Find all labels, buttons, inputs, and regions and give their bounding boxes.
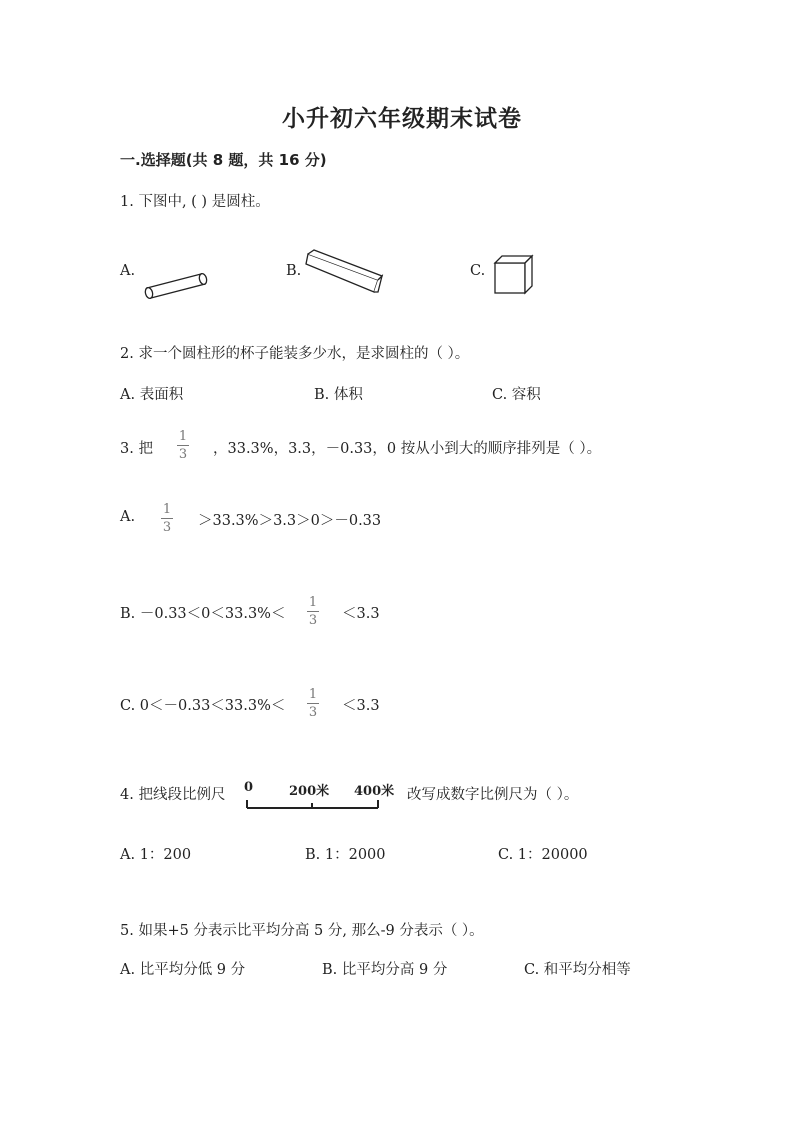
q3-option-a-label: A.	[120, 509, 136, 525]
question-3-suffix: ，33.3%，3.3，－0.33，0 按从小到大的顺序排列是（ ）。	[213, 441, 602, 457]
question-4-suffix: 改写成数字比例尺为（ ）。	[407, 787, 579, 803]
fraction-one-third: 1 3	[308, 595, 318, 628]
fraction-one-third: 1 3	[308, 687, 318, 720]
question-5: 5. 如果+5 分表示比平均分高 5 分, 那么-9 分表示（ ）。	[120, 923, 484, 939]
fraction-one-third: 1 3	[162, 502, 172, 535]
q5-option-b: B. 比平均分高 9 分	[322, 962, 448, 978]
q2-option-b: B. 体积	[314, 387, 363, 403]
q1-option-c-label: C.	[470, 263, 486, 279]
fraction-one-third: 1 3	[178, 429, 188, 462]
section-heading: 一.选择题(共 8 题，共 16 分)	[120, 151, 327, 169]
q4-option-a: A. 1：200	[120, 847, 192, 863]
q3-option-c-rest: ＜3.3	[342, 698, 380, 714]
q3-option-b-text: B. －0.33＜0＜33.3%＜	[120, 606, 286, 622]
q3-option-a-text: ＞33.3%＞3.3＞0＞－0.33	[198, 513, 382, 529]
q3-option-b-rest: ＜3.3	[342, 606, 380, 622]
question-2: 2. 求一个圆柱形的杯子能装多少水，是求圆柱的（ ）。	[120, 346, 470, 362]
q1-option-b-label: B.	[286, 263, 302, 279]
question-4-prefix: 4. 把线段比例尺	[120, 787, 226, 803]
page-title: 小升初六年级期末试卷	[282, 105, 522, 132]
question-1: 1. 下图中, ( ) 是圆柱。	[120, 194, 270, 210]
q4-option-b: B. 1：2000	[305, 847, 386, 863]
triangular-prism-figure	[304, 248, 384, 298]
cylinder-figure	[143, 268, 213, 298]
q3-option-c-text: C. 0＜－0.33＜33.3%＜	[120, 698, 286, 714]
q4-option-c: C. 1：20000	[498, 847, 588, 863]
q5-option-a: A. 比平均分低 9 分	[120, 962, 246, 978]
scale-label-200: 200米	[289, 784, 330, 799]
q2-option-a: A. 表面积	[120, 387, 184, 403]
scale-label-400: 400米	[354, 784, 395, 799]
q1-option-a-label: A.	[120, 263, 136, 279]
cube-figure	[493, 254, 535, 296]
scale-bar	[246, 798, 386, 812]
question-3-prefix: 3. 把	[120, 441, 153, 457]
scale-label-0: 0	[244, 780, 254, 795]
q2-option-c: C. 容积	[492, 387, 541, 403]
q5-option-c: C. 和平均分相等	[524, 962, 631, 978]
